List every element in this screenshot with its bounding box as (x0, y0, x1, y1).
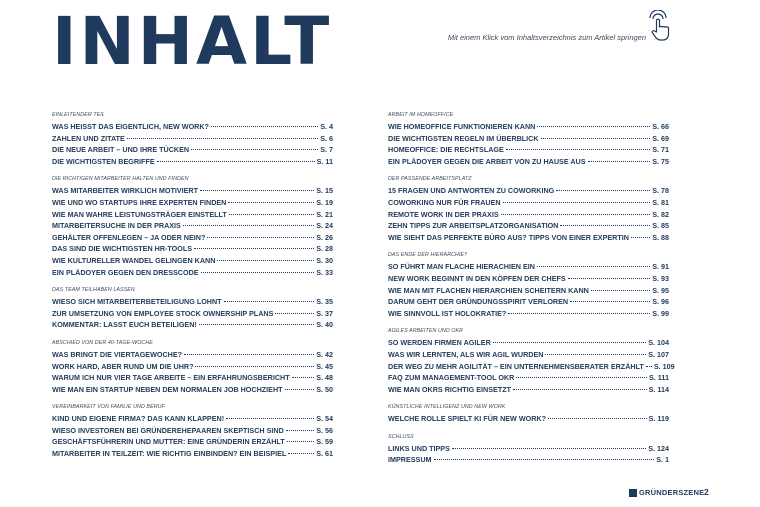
dot-leader (513, 389, 647, 390)
toc-section (388, 112, 669, 167)
toc-entry-link[interactable] (52, 349, 333, 361)
dot-leader (434, 459, 655, 460)
toc-section (388, 434, 669, 466)
dot-leader (184, 354, 314, 355)
entry-title: HOMEOFFICE: DIE RECHTSLAGE (388, 145, 504, 155)
entry-title: WIE MAN EIN STARTUP NEBEN DEM NORMALEN JOB HOCHZIEHT (52, 384, 283, 394)
toc-hint: Mit einem Klick vom Inhaltsverzeichnis zum Artikel springen (447, 33, 646, 42)
entry-page: S. 88 (652, 232, 669, 242)
toc-section (52, 112, 333, 167)
toc-entry-link[interactable] (52, 220, 333, 232)
entry-title: WIE MAN OKRS RICHTIG EINSETZT (388, 384, 511, 394)
dot-leader (568, 278, 651, 279)
dot-leader (631, 237, 650, 238)
dot-leader (183, 225, 314, 226)
entry-title: COWORKING NUR FÜR FRAUEN (388, 197, 501, 207)
section-title: ARBEIT IM HOMEOFFICE (388, 112, 454, 118)
toc-entry-link[interactable] (52, 436, 333, 448)
dot-leader (211, 126, 318, 127)
entry-page: S. 119 (648, 414, 669, 424)
entry-page: S. 99 (652, 308, 669, 318)
entry-page: S. 69 (652, 133, 669, 143)
dot-leader (200, 190, 314, 191)
toc-entry-link[interactable] (388, 454, 669, 466)
entry-page: S. 109 (653, 361, 675, 371)
entry-title: WIESO INVESTOREN BEI GRÜNDEREHEPAAREN SKEPTISCH SIND (52, 425, 284, 435)
entry-title: DIE WICHTIGSTEN REGELN IM ÜBERBLICK (388, 133, 539, 143)
toc-entry-link[interactable] (52, 232, 333, 244)
toc-section (52, 404, 333, 459)
toc-entry-link[interactable] (52, 448, 333, 460)
section-title: SCHLUSS (388, 433, 414, 440)
toc-entry-link[interactable] (388, 285, 669, 297)
dot-leader (199, 324, 314, 325)
toc-entry-link[interactable] (388, 220, 669, 232)
toc-entry-link[interactable] (52, 185, 333, 197)
entry-page: S. 59 (316, 437, 333, 447)
entry-page: S. 26 (316, 232, 333, 242)
entry-title: GESCHÄFTSFÜHRERIN UND MUTTER: EINE GRÜNDERIN ERZÄHLT (52, 437, 285, 447)
entry-page: S. 48 (316, 373, 333, 383)
entry-page: S. 96 (652, 297, 669, 307)
entry-title: DIE WICHTIGSTEN BEGRIFFE (52, 156, 155, 166)
dot-leader (285, 389, 315, 390)
toc-section (52, 340, 333, 395)
dot-leader (286, 430, 314, 431)
entry-page: S. 114 (648, 384, 669, 394)
dot-leader (157, 161, 315, 162)
toc-entry-link[interactable] (388, 308, 669, 320)
entry-page: S. 56 (316, 425, 333, 435)
dot-leader (541, 138, 651, 139)
entry-page: S. 7 (320, 145, 333, 155)
entry-title: WIE SINNVOLL IST HOLOKRATIE? (388, 308, 507, 318)
toc-entry-link[interactable] (388, 296, 669, 308)
dot-leader (588, 161, 651, 162)
dot-leader (556, 190, 650, 191)
entry-title: WARUM ICH NUR VIER TAGE ARBEITE – EIN ERFAHRUNGSBERICHT (52, 373, 290, 383)
entry-page: S. 78 (652, 186, 669, 196)
entry-title: DAS SIND DIE WICHTIGSTEN HR-TOOLS (52, 244, 193, 254)
toc-entry-link[interactable] (388, 337, 669, 349)
entry-title: DIE NEUE ARBEIT – UND IHRE TÜCKEN (52, 145, 190, 155)
entry-title: MITARBEITERSUCHE IN DER PRAXIS (52, 221, 181, 231)
toc-entry-link[interactable] (388, 361, 675, 373)
section-title: AGILES ARBEITEN UND OKR (388, 328, 464, 335)
toc-entry-link[interactable] (52, 308, 333, 320)
entry-page: S. 61 (316, 449, 333, 459)
toc-entry-link[interactable] (388, 209, 669, 221)
entry-title: GEHÄLTER OFFENLEGEN – JA ODER NEIN? (52, 232, 206, 242)
toc-entry-link[interactable] (52, 372, 333, 384)
entry-page: S. 42 (316, 349, 333, 359)
entry-title: WIE MAN MIT FLACHEN HIERARCHIEN SCHEITERN KANN (388, 285, 589, 295)
dot-leader (226, 418, 314, 419)
dot-leader (228, 202, 314, 203)
entry-title: ZUR UMSETZUNG VON EMPLOYEE STOCK OWNERSHIP PLANS (52, 308, 274, 318)
entry-title: 15 FRAGEN UND ANTWORTEN ZU COWORKING (388, 186, 555, 196)
toc-entry-link[interactable] (388, 443, 669, 455)
entry-page: S. 50 (316, 384, 333, 394)
dot-leader (516, 377, 647, 378)
toc-section (52, 176, 333, 278)
entry-page: S. 24 (316, 221, 333, 231)
entry-title: WIE UND WO STARTUPS IHRE EXPERTEN FINDEN (52, 197, 227, 207)
entry-page: S. 15 (316, 186, 333, 196)
entry-page: S. 19 (316, 197, 333, 207)
entry-title: WIE MAN WAHRE LEISTUNGSTRÄGER EINSTELLT (52, 209, 227, 219)
dot-leader (506, 149, 650, 150)
toc-entry-link[interactable] (52, 121, 333, 133)
dot-leader (646, 366, 652, 367)
entry-page: S. 4 (320, 122, 333, 131)
toc-entry-link[interactable] (388, 273, 669, 285)
entry-title: LINKS UND TIPPS (388, 443, 450, 453)
entry-page: S. 85 (652, 221, 669, 231)
toc-entry-link[interactable] (52, 384, 333, 396)
dot-leader (229, 214, 314, 215)
dot-leader (537, 126, 650, 127)
entry-title: WIE KULTURELLER WANDEL GELINGEN KANN (52, 255, 216, 265)
entry-title: REMOTE WORK IN DER PRAXIS (388, 209, 499, 219)
entry-title: WORK HARD, ABER RUND UM DIE UHR? (52, 361, 194, 371)
dot-leader (201, 272, 315, 273)
toc-entry-link[interactable] (52, 209, 333, 221)
dot-leader (217, 260, 314, 261)
section-title: DER PASSENDE ARBEITSPLATZ (388, 176, 472, 183)
entry-page: S. 111 (649, 373, 669, 383)
toc-left-column (52, 112, 333, 469)
toc-section (388, 404, 669, 425)
dot-leader (292, 377, 315, 378)
entry-title: SO WERDEN FIRMEN AGILER (388, 338, 491, 348)
brand-logo-icon (629, 489, 637, 497)
dot-leader (207, 237, 314, 238)
dot-leader (537, 266, 650, 267)
entry-title: FAQ ZUM MANAGEMENT-TOOL OKR (388, 373, 515, 383)
entry-title: EIN PLÄDOYER GEGEN DIE ARBEIT VON ZU HAUSE AUS (388, 156, 586, 166)
section-title: DAS ENDE DER HIERARCHIE? (388, 252, 468, 259)
footer-brand (629, 488, 704, 497)
entry-title: NEW WORK BEGINNT IN DEN KÖPFEN DER CHEFS (388, 273, 566, 283)
entry-title: WAS MITARBEITER WIRKLICH MOTIVIERT (52, 186, 199, 196)
entry-page: S. 107 (648, 349, 669, 359)
entry-title: EIN PLÄDOYER GEGEN DEN DRESSCODE (52, 267, 199, 277)
entry-page: S. 104 (648, 338, 669, 348)
entry-page: S. 124 (648, 443, 669, 453)
toc-entry-link[interactable] (52, 197, 333, 209)
entry-title: WIESO SICH MITARBEITERBETEILIGUNG LOHNT (52, 297, 222, 307)
entry-page: S. 37 (316, 308, 333, 318)
entry-page: S. 45 (316, 361, 333, 371)
toc-section (388, 176, 669, 243)
section-title: ABSCHIED VON DER 40-TAGE-WOCHE (52, 339, 153, 346)
entry-page: S. 6 (320, 133, 333, 143)
toc-entry-link[interactable] (52, 319, 333, 331)
dot-leader (548, 418, 647, 419)
entry-title: SO FÜHRT MAN FLACHE HIERACHIEN EIN (388, 262, 535, 272)
toc-entry-link[interactable] (52, 267, 333, 279)
section-title: DIE RICHTIGEN MITARBEITER HALTEN UND FINDEN (52, 176, 189, 183)
entry-page: S. 66 (652, 122, 669, 131)
dot-leader (194, 248, 314, 249)
toc-section (388, 252, 669, 319)
dot-leader (591, 290, 650, 291)
toc-entry-link[interactable] (388, 121, 669, 133)
entry-page: S. 28 (316, 244, 333, 254)
entry-title: WIE SIEHT DAS PERFEKTE BÜRO AUS? TIPPS VON EINER EXPERTIN (388, 232, 629, 242)
entry-title: KIND UND EIGENE FIRMA? DAS KANN KLAPPEN! (52, 414, 225, 424)
page-number: 2 (704, 487, 709, 497)
toc-entry-link[interactable] (52, 156, 333, 168)
entry-title: DER WEG ZU MEHR AGILITÄT – EIN UNTERNEHMENSBERATER ERZÄHLT (388, 361, 644, 371)
entry-title: ZAHLEN UND ZITATE (52, 133, 125, 143)
entry-title: MITARBEITER IN TEILZEIT: WIE RICHTIG EINBINDEN? EIN BEISPIEL (52, 449, 287, 459)
toc-entry-link[interactable] (52, 413, 333, 425)
toc-entry-link[interactable] (388, 349, 669, 361)
toc-entry-link[interactable] (52, 425, 333, 437)
entry-title: KOMMENTAR: LASST EUCH BETEILIGEN! (52, 320, 197, 330)
entry-page: S. 33 (316, 267, 333, 277)
entry-page: S. 82 (652, 209, 669, 219)
entry-title: WAS BRINGT DIE VIERTAGEWOCHE? (52, 349, 183, 359)
dot-leader (560, 225, 650, 226)
entry-title: DARUM GEHT DER GRÜNDUNGSSPIRIT VERLOREN (388, 297, 569, 307)
entry-page: S. 40 (316, 320, 333, 330)
dot-leader (501, 214, 651, 215)
dot-leader (191, 149, 318, 150)
entry-title: WAS HEISST DAS EIGENTLICH, NEW WORK? (52, 122, 209, 131)
toc-entry-link[interactable] (388, 261, 669, 273)
toc-section (52, 287, 333, 331)
dot-leader (508, 313, 650, 314)
entry-page: S. 91 (652, 262, 669, 272)
pointing-hand-icon (646, 10, 674, 42)
toc-entry-link[interactable] (52, 255, 333, 267)
toc-entry-link[interactable] (52, 361, 333, 373)
dot-leader (493, 342, 646, 343)
toc-entry-link[interactable] (52, 133, 333, 145)
toc-entry-link[interactable] (388, 156, 669, 168)
toc-entry-link[interactable] (388, 185, 669, 197)
dot-leader (503, 202, 651, 203)
entry-title: WELCHE ROLLE SPIELT KI FÜR NEW WORK? (388, 414, 546, 424)
entry-page: S. 54 (316, 414, 333, 424)
dot-leader (545, 354, 646, 355)
entry-page: S. 1 (656, 455, 669, 465)
dot-leader (275, 313, 314, 314)
entry-page: S. 30 (316, 255, 333, 265)
dot-leader (287, 441, 315, 442)
section-title: VEREINBARKEIT VON FAMILIE UND BERUF (52, 404, 165, 411)
toc-section (388, 328, 675, 395)
dot-leader (570, 301, 650, 302)
section-title: EINLEITENDER TEIL (52, 112, 105, 118)
entry-page: S. 93 (652, 273, 669, 283)
entry-page: S. 75 (652, 156, 669, 166)
entry-page: S. 71 (652, 145, 669, 155)
toc-entry-link[interactable] (52, 144, 333, 156)
toc-entry-link[interactable] (388, 413, 669, 425)
entry-page: S. 95 (652, 285, 669, 295)
entry-page: S. 81 (652, 197, 669, 207)
dot-leader (224, 301, 315, 302)
section-title: DAS TEAM TEILHABEN LASSEN (52, 287, 135, 294)
toc-entry-link[interactable] (52, 243, 333, 255)
page-title: INHALT (52, 3, 333, 80)
entry-page: S. 35 (316, 297, 333, 307)
toc-entry-link[interactable] (52, 296, 333, 308)
dot-leader (127, 138, 318, 139)
entry-title: WIE HOMEOFFICE FUNKTIONIEREN KANN (388, 122, 536, 131)
entry-title: WAS WIR LERNTEN, ALS WIR AGIL WURDEN (388, 349, 544, 359)
entry-page: S. 21 (316, 209, 333, 219)
toc-entry-link[interactable] (388, 372, 669, 384)
toc-entry-link[interactable] (388, 197, 669, 209)
dot-leader (288, 453, 314, 454)
toc-entry-link[interactable] (388, 232, 669, 244)
entry-title: ZEHN TIPPS ZUR ARBEITSPLATZORGANISATION (388, 221, 559, 231)
dot-leader (195, 366, 314, 367)
toc-entry-link[interactable] (388, 144, 669, 156)
brand-name: GRÜNDERSZENE (639, 488, 705, 497)
toc-entry-link[interactable] (388, 384, 669, 396)
toc-right-column (388, 112, 675, 475)
entry-title: IMPRESSUM (388, 455, 432, 465)
toc-entry-link[interactable] (388, 133, 669, 145)
section-title: KÜNSTLICHE INTELLIGENZ UND NEW WORK (388, 404, 506, 411)
entry-page: S. 11 (316, 156, 333, 166)
dot-leader (452, 448, 646, 449)
